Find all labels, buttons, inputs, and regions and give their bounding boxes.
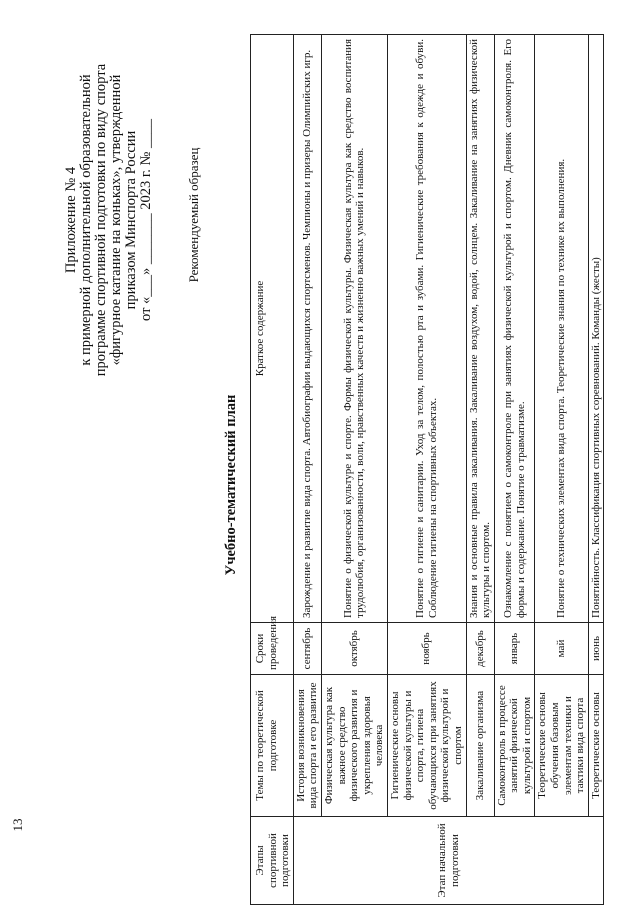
period-cell: июнь [588, 623, 604, 675]
content-cell: Понятийность. Классификация спортивных соревнований. Команды (жесты) [588, 35, 604, 623]
header-content: Краткое содержание [251, 35, 294, 623]
table-header-row [251, 35, 294, 905]
page-number: 13 [10, 818, 25, 832]
stage-cell: Этап начальной подготовки [293, 817, 604, 905]
content-cell: Знания и основные правила закаливания. Закаливание воздухом, водой, солнцем. Закаливание на занятиях физической культуры и спортом. [466, 35, 494, 623]
content-cell: Понятие о гигиене и санитарии. Уход за телом, полостью рта и зубами. Гигиенические требования к одежде и обуви. Соблюдение гигиены на спортивных объектах. [387, 35, 466, 623]
period-cell: сентябрь [293, 623, 321, 675]
table-row [494, 35, 535, 905]
content-cell: Ознакомление с понятием о самоконтроле при занятиях физической культурой и спортом. Дневник самоконтроля. Его формы и содержание. Понятие о травматизме. [494, 35, 535, 623]
table-row [466, 35, 494, 905]
table-row [321, 35, 387, 905]
plan-title: Учебно-тематический план [223, 394, 239, 576]
thematic-plan-table [250, 34, 604, 905]
header-line: к примерной дополнительной образовательной [78, 74, 94, 366]
recommended-sample-note: Рекомендуемый образец [186, 147, 201, 283]
header-line: от «___» _______ 2023 г. № ____ [138, 119, 154, 321]
header-stage: Этапы спортивной подготовки [251, 817, 294, 905]
header-line: программе спортивной подготовки по виду спорта [93, 63, 109, 377]
appendix-header [64, 55, 154, 385]
header-line: «фигурное катание на коньках», утвержденной [108, 74, 124, 366]
table-row [535, 35, 588, 905]
topic-cell: Теоретические основы обучения базовым элементам техники и тактики вида спорта [535, 675, 588, 817]
topic-cell: Физическая культура как важное средство физического развития и укрепления здоровья человека [321, 675, 387, 817]
header-topic: Темы по теоретической подготовке [251, 675, 294, 817]
period-cell: январь [494, 623, 535, 675]
period-cell: декабрь [466, 623, 494, 675]
period-cell: май [535, 623, 588, 675]
table-row [387, 35, 466, 905]
topic-cell: Теоретические основы [588, 675, 604, 817]
period-cell: октябрь [321, 623, 387, 675]
content-cell: Зарождение и развитие вида спорта. Автобиографии выдающихся спортсменов. Чемпионы и призеры Олимпийских игр. [293, 35, 321, 623]
topic-cell: История возникновения вида спорта и его развитие [293, 675, 321, 817]
table-row [293, 35, 321, 905]
topic-cell: Закаливание организма [466, 675, 494, 817]
header-line: Приложение № 4 [63, 166, 79, 274]
table-row [588, 35, 604, 905]
topic-cell: Самоконтроль в процессе занятий физической культурой и спортом [494, 675, 535, 817]
content-cell: Понятие о технических элементах вида спорта. Теоретические знания по технике их выполнения. [535, 35, 588, 623]
period-cell: ноябрь [387, 623, 466, 675]
topic-cell: Гигиенические основы физической культуры и спорта, гигиена обучающихся при занятиях физической культурой и спортом [387, 675, 466, 817]
content-cell: Понятие о физической культуре и спорте. Формы физической культуры. Физическая культура как средство воспитания трудолюбия, организованности, воли, нравственных качеств и жизненно важных умений и навыков. [321, 35, 387, 623]
header-line: приказом Минспорта России [123, 130, 139, 310]
header-period: Сроки проведения [251, 623, 294, 675]
